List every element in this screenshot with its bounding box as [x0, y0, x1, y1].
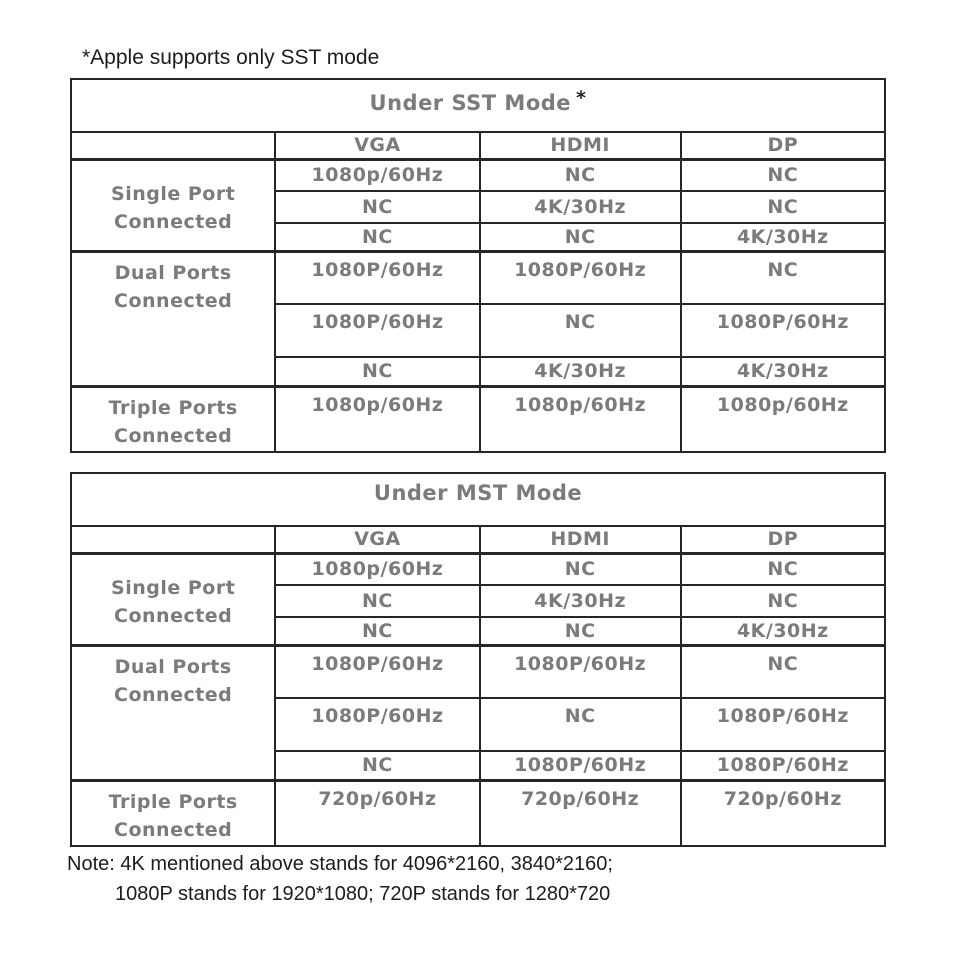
- sst-single-r3-vga: NC: [275, 223, 479, 251]
- sst-col-header-vga: VGA: [275, 132, 479, 159]
- mst-dual-r3-hdmi: 1080P/60Hz: [480, 751, 681, 780]
- mst-dual-r1-dp: NC: [681, 645, 885, 698]
- sst-single-r3-hdmi: NC: [480, 223, 681, 251]
- mst-single-r2-vga: NC: [275, 585, 479, 617]
- sst-rowlabel-triple-ports: Triple Ports Connected: [71, 386, 275, 452]
- mst-single-r2-hdmi: 4K/30Hz: [480, 585, 681, 617]
- mst-table-title: Under MST Mode: [373, 481, 583, 505]
- mst-rowlabel-dual-ports: Dual Ports Connected: [71, 645, 275, 780]
- mst-single-r3-dp: 4K/30Hz: [681, 617, 885, 645]
- sst-single-r2-hdmi: 4K/30Hz: [480, 191, 681, 223]
- mst-dual-r2-dp: 1080P/60Hz: [681, 698, 885, 751]
- mst-single-r1-dp: NC: [681, 553, 885, 585]
- sst-single-r1-vga: 1080p/60Hz: [275, 159, 479, 191]
- sst-dual-r3-hdmi: 4K/30Hz: [480, 357, 681, 386]
- sst-dual-r2-vga: 1080P/60Hz: [275, 304, 479, 357]
- mst-col-header-hdmi: HDMI: [480, 526, 681, 553]
- sst-dual-r3-vga: NC: [275, 357, 479, 386]
- sst-dual-r2-dp: 1080P/60Hz: [681, 304, 885, 357]
- sst-dual-r1-vga: 1080P/60Hz: [275, 251, 479, 304]
- mst-dual-r3-vga: NC: [275, 751, 479, 780]
- resolution-note-line2: 1080P stands for 1920*1080; 720P stands for 1280*720: [115, 883, 611, 905]
- sst-triple-r1-hdmi: 1080p/60Hz: [480, 386, 681, 452]
- mst-dual-r3-dp: 1080P/60Hz: [681, 751, 885, 780]
- sst-single-r2-vga: NC: [275, 191, 479, 223]
- sst-rowlabel-single-port: Single Port Connected: [71, 159, 275, 251]
- sst-single-r1-dp: NC: [681, 159, 885, 191]
- mst-col-header-dp: DP: [681, 526, 885, 553]
- mst-single-r1-hdmi: NC: [480, 553, 681, 585]
- mst-rowlabel-triple-ports: Triple Ports Connected: [71, 780, 275, 846]
- mst-rowlabel-single-port: Single Port Connected: [71, 553, 275, 645]
- sst-single-r2-dp: NC: [681, 191, 885, 223]
- sst-dual-r2-hdmi: NC: [480, 304, 681, 357]
- mst-single-r1-vga: 1080p/60Hz: [275, 553, 479, 585]
- mst-single-r2-dp: NC: [681, 585, 885, 617]
- mst-single-r3-hdmi: NC: [480, 617, 681, 645]
- sst-title-asterisk: *: [576, 87, 587, 109]
- sst-table-title: Under SST Mode: [369, 91, 572, 115]
- sst-single-r1-hdmi: NC: [480, 159, 681, 191]
- resolution-note: [67, 849, 613, 909]
- mst-triple-r1-hdmi: 720p/60Hz: [480, 780, 681, 846]
- sst-col-header-dp: DP: [681, 132, 885, 159]
- sst-mode-table: [70, 78, 886, 453]
- mst-table-title-cell: [71, 473, 885, 526]
- mst-dual-r2-hdmi: NC: [480, 698, 681, 751]
- mst-dual-r1-vga: 1080P/60Hz: [275, 645, 479, 698]
- mst-dual-r2-vga: 1080P/60Hz: [275, 698, 479, 751]
- sst-corner-cell: [71, 132, 275, 159]
- mst-triple-r1-vga: 720p/60Hz: [275, 780, 479, 846]
- sst-dual-r1-dp: NC: [681, 251, 885, 304]
- mst-corner-cell: [71, 526, 275, 553]
- sst-single-r3-dp: 4K/30Hz: [681, 223, 885, 251]
- sst-col-header-hdmi: HDMI: [480, 132, 681, 159]
- sst-table-title-cell: [71, 79, 885, 132]
- mst-mode-table: [70, 472, 886, 847]
- mst-single-r3-vga: NC: [275, 617, 479, 645]
- apple-sst-note: *Apple supports only SST mode: [82, 46, 380, 69]
- sst-rowlabel-dual-ports: Dual Ports Connected: [71, 251, 275, 386]
- sst-triple-r1-vga: 1080p/60Hz: [275, 386, 479, 452]
- mst-dual-r1-hdmi: 1080P/60Hz: [480, 645, 681, 698]
- sst-triple-r1-dp: 1080p/60Hz: [681, 386, 885, 452]
- resolution-note-line1: Note: 4K mentioned above stands for 4096*2160, 3840*2160;: [67, 853, 613, 875]
- mst-triple-r1-dp: 720p/60Hz: [681, 780, 885, 846]
- sst-dual-r1-hdmi: 1080P/60Hz: [480, 251, 681, 304]
- sst-dual-r3-dp: 4K/30Hz: [681, 357, 885, 386]
- mst-col-header-vga: VGA: [275, 526, 479, 553]
